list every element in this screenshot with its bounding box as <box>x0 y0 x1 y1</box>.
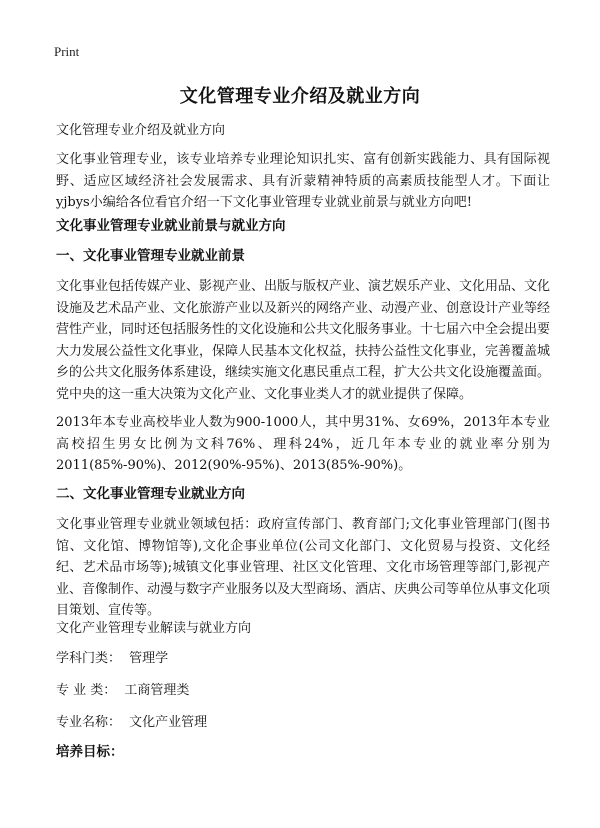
section1-paragraph-1-text: 文化事业包括传媒产业、影视产业、出版与版权产业、演艺娱乐产业、文化用品、文化设施及艺术品产业、文化旅游产业以及新兴的网络产业、动漫产业、创意设计产业等经营性产业，同时还包括服务性的文化设施和公共文化服务事业。十七届六中全会提出要大力发展公益性文化事业，保障人民基本文化权益，扶持公益性文化事业，完善覆盖城乡的公共文化服务体系建设，继续实施文化惠民重点工程，扩大公共文化设施覆盖面。党中央的这一重大决策为文化产业、文化事业类人才的就业提供了保障。 <box>56 279 551 402</box>
section2-heading <box>56 484 550 506</box>
subtitle <box>56 120 550 142</box>
field-category-label: 学科门类： <box>56 651 122 666</box>
print-link[interactable]: Print <box>54 44 80 59</box>
major-class-label: 专 业 类： <box>56 683 117 698</box>
section1-heading-text: 一、文化事业管理专业就业前景 <box>56 248 245 264</box>
training-goal-heading-text: 培养目标： <box>56 744 124 760</box>
major-name-label: 专业名称： <box>56 715 122 730</box>
page-title: 文化管理专业介绍及就业方向 <box>179 86 421 107</box>
major-name-row <box>56 712 550 734</box>
training-goal-heading <box>56 742 550 764</box>
field-category-row <box>56 648 550 670</box>
intro-text: 文化事业管理专业，该专业培养专业理论知识扎实、富有创新实践能力、具有国际视野、适应区域经济社会发展需求、具有沂蒙精神特质的高素质技能型人才。下面让yjbys小编给各位看官介绍一下文化事业管理专业就业前景与就业方向吧! <box>56 152 550 210</box>
section-heading <box>56 216 550 238</box>
section1-heading <box>56 246 550 268</box>
section2-paragraph-1 <box>56 514 550 622</box>
intro-paragraph <box>56 149 550 214</box>
section1-paragraph-2-text: 2013年本专业高校毕业人数为900-1000人，其中男31%、女69%，2013年本专业高校招生男女比例为文科76%、理科24%，近几年本专业的就业率分别为2011(85%-90%)、2012(90%-95%)、2013(85%-90%)。 <box>56 415 550 473</box>
major-name-value: 文化产业管理 <box>129 715 208 730</box>
major-class-row <box>56 680 550 702</box>
subtitle-text: 文化管理专业介绍及就业方向 <box>56 123 226 138</box>
section2-paragraph-1-text: 文化事业管理专业就业领域包括：政府宣传部门、教育部门;文化事业管理部门(图书馆、文化馆、博物馆等),文化企事业单位(公司文化部门、文化贸易与投资、文化经纪、艺术品市场等);城镇文化事业管理、社区文化管理、文化市场管理等部门,影视产业、音像制作、动漫与数字产业服务以及大型商场、酒店、庆典公司等单位从事文化项目策划、宣传等。 <box>56 517 551 618</box>
major-class-value: 工商管理类 <box>124 683 190 698</box>
section2-heading-text: 二、文化事业管理专业就业方向 <box>56 486 245 502</box>
section1-paragraph-2 <box>56 412 550 477</box>
section3-heading-text: 文化产业管理专业解读与就业方向 <box>56 621 252 636</box>
field-category-value: 管理学 <box>129 651 169 666</box>
section-heading-text: 文化事业管理专业就业前景与就业方向 <box>56 218 286 234</box>
section1-paragraph-1 <box>56 276 550 405</box>
section3-heading <box>56 618 550 640</box>
